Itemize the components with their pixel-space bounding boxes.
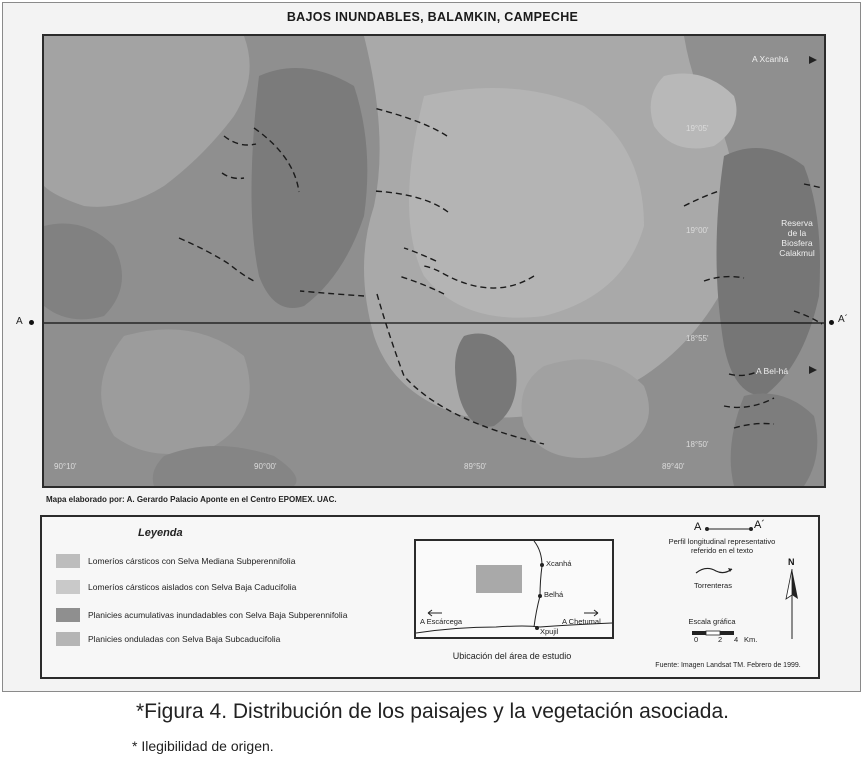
- legend-swatch: [56, 554, 80, 568]
- profile-a-prime-point: [829, 320, 834, 325]
- map-title: BAJOS INUNDABLES, BALAMKIN, CAMPECHE: [286, 10, 579, 24]
- landscape-patches: [44, 36, 824, 486]
- lat-label: 18°50': [686, 440, 709, 449]
- legend-swatch: [56, 632, 80, 646]
- lon-label: 89°50': [464, 462, 487, 471]
- legend-label: Lomeríos cársticos aislados con Selva Baja Caducifolia: [88, 582, 297, 592]
- profile-a-label: A: [16, 316, 23, 327]
- point-belha: [538, 594, 542, 598]
- scale-tick: 4: [734, 635, 739, 644]
- scale-tick: 2: [718, 635, 723, 644]
- legend-panel: [40, 515, 820, 679]
- legend-label: Lomeríos cársticos con Selva Mediana Subperennifolia: [88, 556, 296, 566]
- profile-text-line: Perfil longitudinal representativo: [668, 537, 776, 546]
- profile-text-line: referido en el texto: [690, 546, 754, 555]
- inset-label-xpujil: Xpujil: [540, 627, 559, 636]
- figure-caption: *Figura 4. Distribución de los paisajes y la vegetación asociada.: [136, 700, 729, 723]
- lat-label: 19°00': [686, 226, 709, 235]
- legend-label: Planicies onduladas con Selva Baja Subcaducifolia: [88, 634, 281, 644]
- legend-swatch: [56, 580, 80, 594]
- road-north: [534, 541, 542, 627]
- inset-label-xcanha: Xcanhá: [546, 559, 572, 568]
- inset-label-belha: Belhá: [544, 590, 564, 599]
- north-label: N: [788, 557, 795, 567]
- location-inset: [414, 539, 614, 639]
- label-xcanha: A Xcanhá: [752, 54, 789, 64]
- lat-label: 18°55': [686, 334, 709, 343]
- inset-label-escarcega: A Escárcega: [420, 617, 463, 626]
- map-credit: Mapa elaborado por: A. Gerardo Palacio Aponte en el Centro EPOMEX. UAC.: [46, 495, 337, 504]
- legend-title: Leyenda: [138, 527, 183, 539]
- scale-unit: Km.: [744, 635, 758, 644]
- profile-a-prime-label: A´: [838, 314, 848, 325]
- legend-item: [56, 553, 295, 569]
- reserva-line: Biosfera: [781, 238, 813, 248]
- scale-tick: 0: [694, 635, 699, 644]
- legend-swatch: [56, 608, 80, 622]
- legend-item: [56, 631, 280, 647]
- source-text: Fuente: Imagen Landsat TM. Febrero de 1999.: [655, 662, 801, 669]
- profile-a-point: [29, 320, 34, 325]
- lon-label: 90°00': [254, 462, 277, 471]
- reserva-line: Calakmul: [779, 248, 815, 258]
- satellite-map: [42, 34, 826, 488]
- arrow-right-icon: [584, 610, 598, 616]
- study-area: [476, 565, 522, 593]
- label-reserva: [770, 218, 824, 258]
- legend-torrentera-icon: [694, 563, 738, 577]
- legend-torrenteras-label: Torrenteras: [694, 581, 732, 590]
- arrow-left-icon: [428, 610, 442, 616]
- location-caption: Ubicación del área de estudio: [452, 651, 572, 661]
- lat-label: 19°05': [686, 124, 709, 133]
- legend-item: [56, 579, 296, 595]
- legend-profile-a-prime: A´: [754, 519, 765, 531]
- lon-label: 89°40': [662, 462, 685, 471]
- scale-title: Escala gráfica: [688, 617, 736, 626]
- legibility-note: * Ilegibilidad de origen.: [132, 738, 274, 754]
- reserva-line: de la: [787, 228, 807, 238]
- label-belha: A Bel-há: [756, 366, 789, 376]
- lon-label: 90°10': [54, 462, 77, 471]
- point-xcanha: [540, 563, 544, 567]
- legend-item: [56, 607, 347, 623]
- legend-profile-line: [704, 525, 754, 533]
- point-xpujil: [535, 626, 539, 630]
- legend-profile-a: A: [694, 521, 702, 533]
- north-arrow-icon: [784, 569, 800, 639]
- inset-label-chetumal: A Chetumal: [562, 617, 601, 626]
- patch: [101, 329, 250, 454]
- reserva-line: Reserva: [781, 218, 813, 228]
- legend-label: Planicies acumulativas inundadables con Selva Baja Subperennifolia: [88, 610, 348, 620]
- legend-profile-text: [642, 537, 802, 555]
